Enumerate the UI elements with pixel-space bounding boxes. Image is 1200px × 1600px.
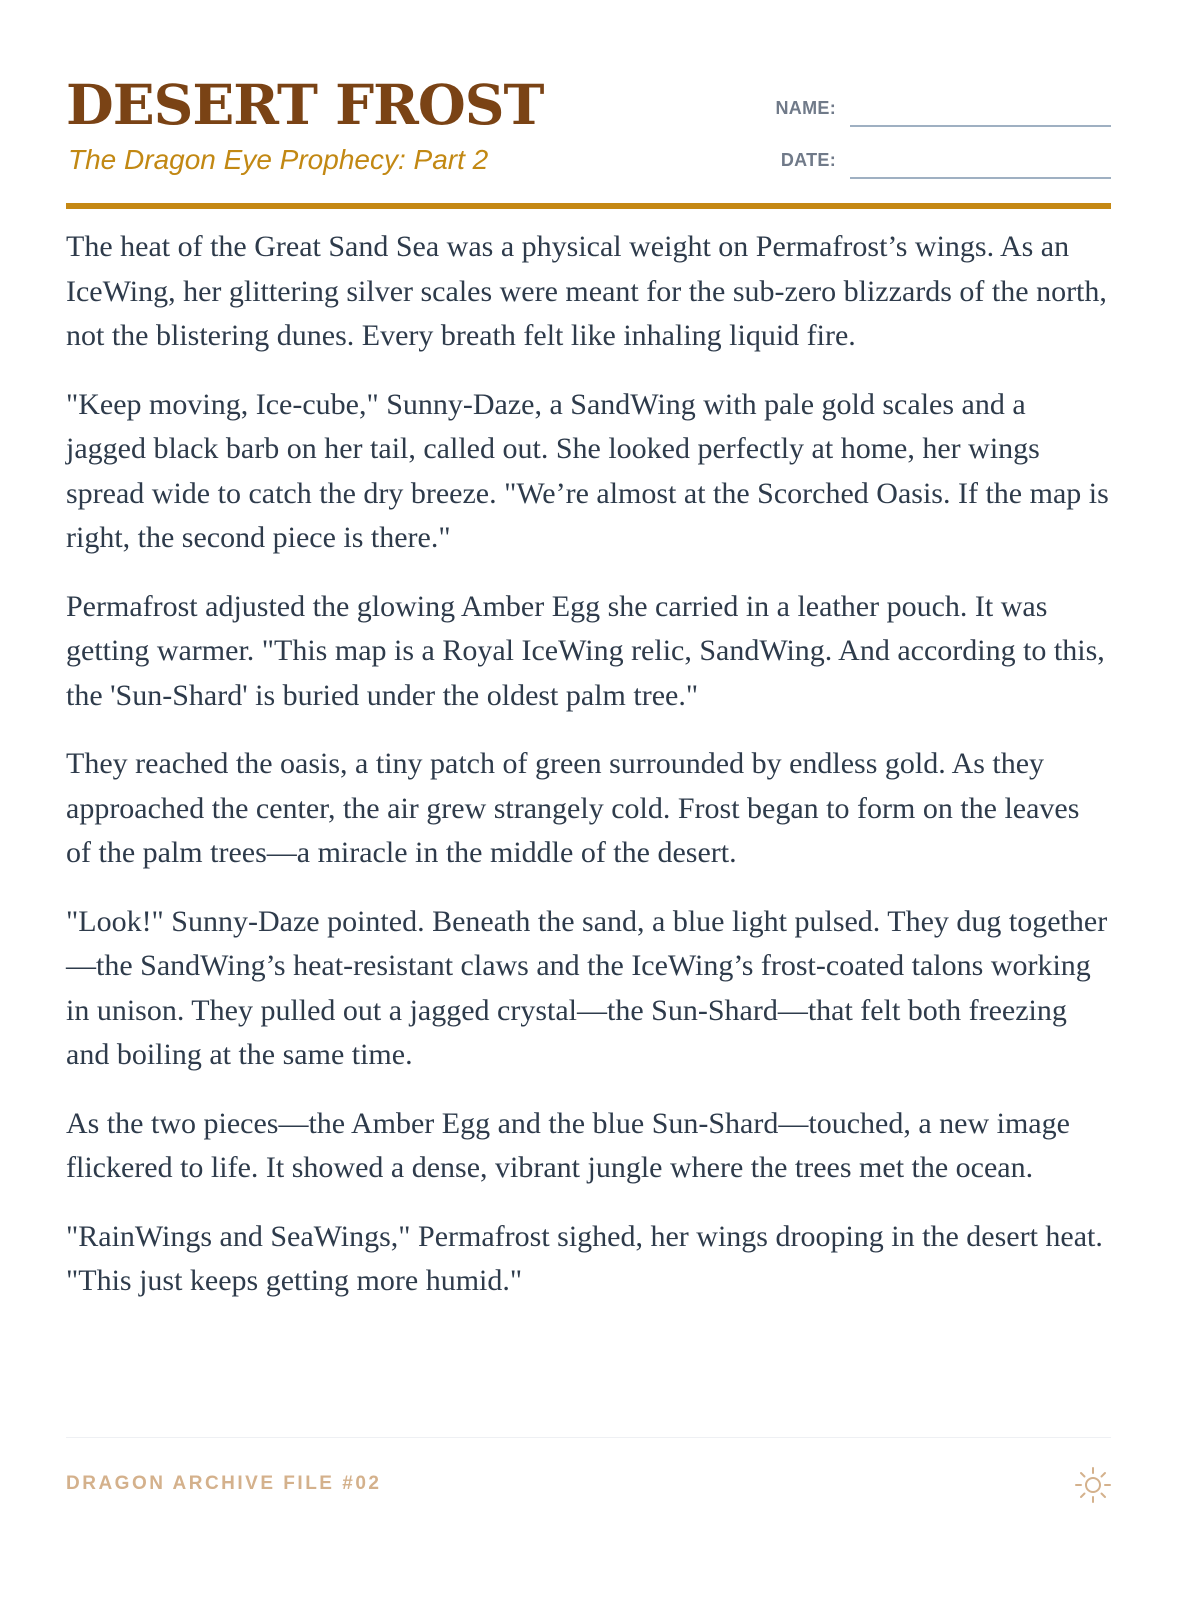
story-paragraph: "RainWings and SeaWings," Permafrost sighed, her wings drooping in the desert heat. "This just keeps getting more humid." xyxy=(66,1219,1103,1297)
page-title: DESERT FROST xyxy=(66,72,544,137)
story-paragraph: "Keep moving, Ice-cube," Sunny-Daze, a SandWing with pale gold scales and a jagged black barb on her tail, called out. She looked perfectly at home, her wings spread wide to catch the dry breeze. "We’re almost at the Scorched Oasis. If the map is right, the second piece is there." xyxy=(66,387,1109,554)
story-paragraph: Permafrost adjusted the glowing Amber Egg she carried in a leather pouch. It was getting warmer. "This map is a Royal IceWing relic, SandWing. And according to this, the 'Sun-Shard' is buried under the oldest palm tree." xyxy=(66,589,1105,712)
header-rule xyxy=(66,203,1111,209)
name-input[interactable] xyxy=(850,124,1111,127)
footer-divider xyxy=(66,1437,1111,1438)
worksheet-page xyxy=(66,0,1111,1600)
page-subtitle: The Dragon Eye Prophecy: Part 2 xyxy=(68,144,489,175)
story-paragraph: "Look!" Sunny-Daze pointed. Beneath the sand, a blue light pulsed. They dug together—the SandWing’s heat-resistant claws and the IceWing’s frost-coated talons working in unison. They pulled out a jagged crystal—the Sun-Shard—that felt both freezing and boiling at the same time. xyxy=(66,904,1108,1071)
story-paragraph: As the two pieces—the Amber Egg and the blue Sun-Shard—touched, a new image flickered to life. It showed a dense, vibrant jungle where the trees met the ocean. xyxy=(66,1106,1070,1184)
sun-icon xyxy=(1074,1466,1112,1504)
header xyxy=(66,72,1111,202)
date-input[interactable] xyxy=(850,176,1111,179)
story-paragraph: They reached the oasis, a tiny patch of green surrounded by endless gold. As they approached the center, the air grew strangely cold. Frost began to form on the leaves of the palm trees—a miracle in the middle of the desert. xyxy=(66,747,1080,869)
story-body xyxy=(66,225,1111,1328)
date-label: DATE: xyxy=(780,150,836,170)
name-field xyxy=(766,92,1111,132)
name-label: NAME: xyxy=(775,98,836,118)
footer-label: DRAGON ARCHIVE FILE #02 xyxy=(66,1473,382,1494)
date-field xyxy=(766,144,1111,184)
story-paragraph: The heat of the Great Sand Sea was a physical weight on Permafrost’s wings. As an IceWing, her glittering silver scales were meant for the sub-zero blizzards of the north, not the blistering dunes. Every breath felt like inhaling liquid fire. xyxy=(66,230,1107,352)
